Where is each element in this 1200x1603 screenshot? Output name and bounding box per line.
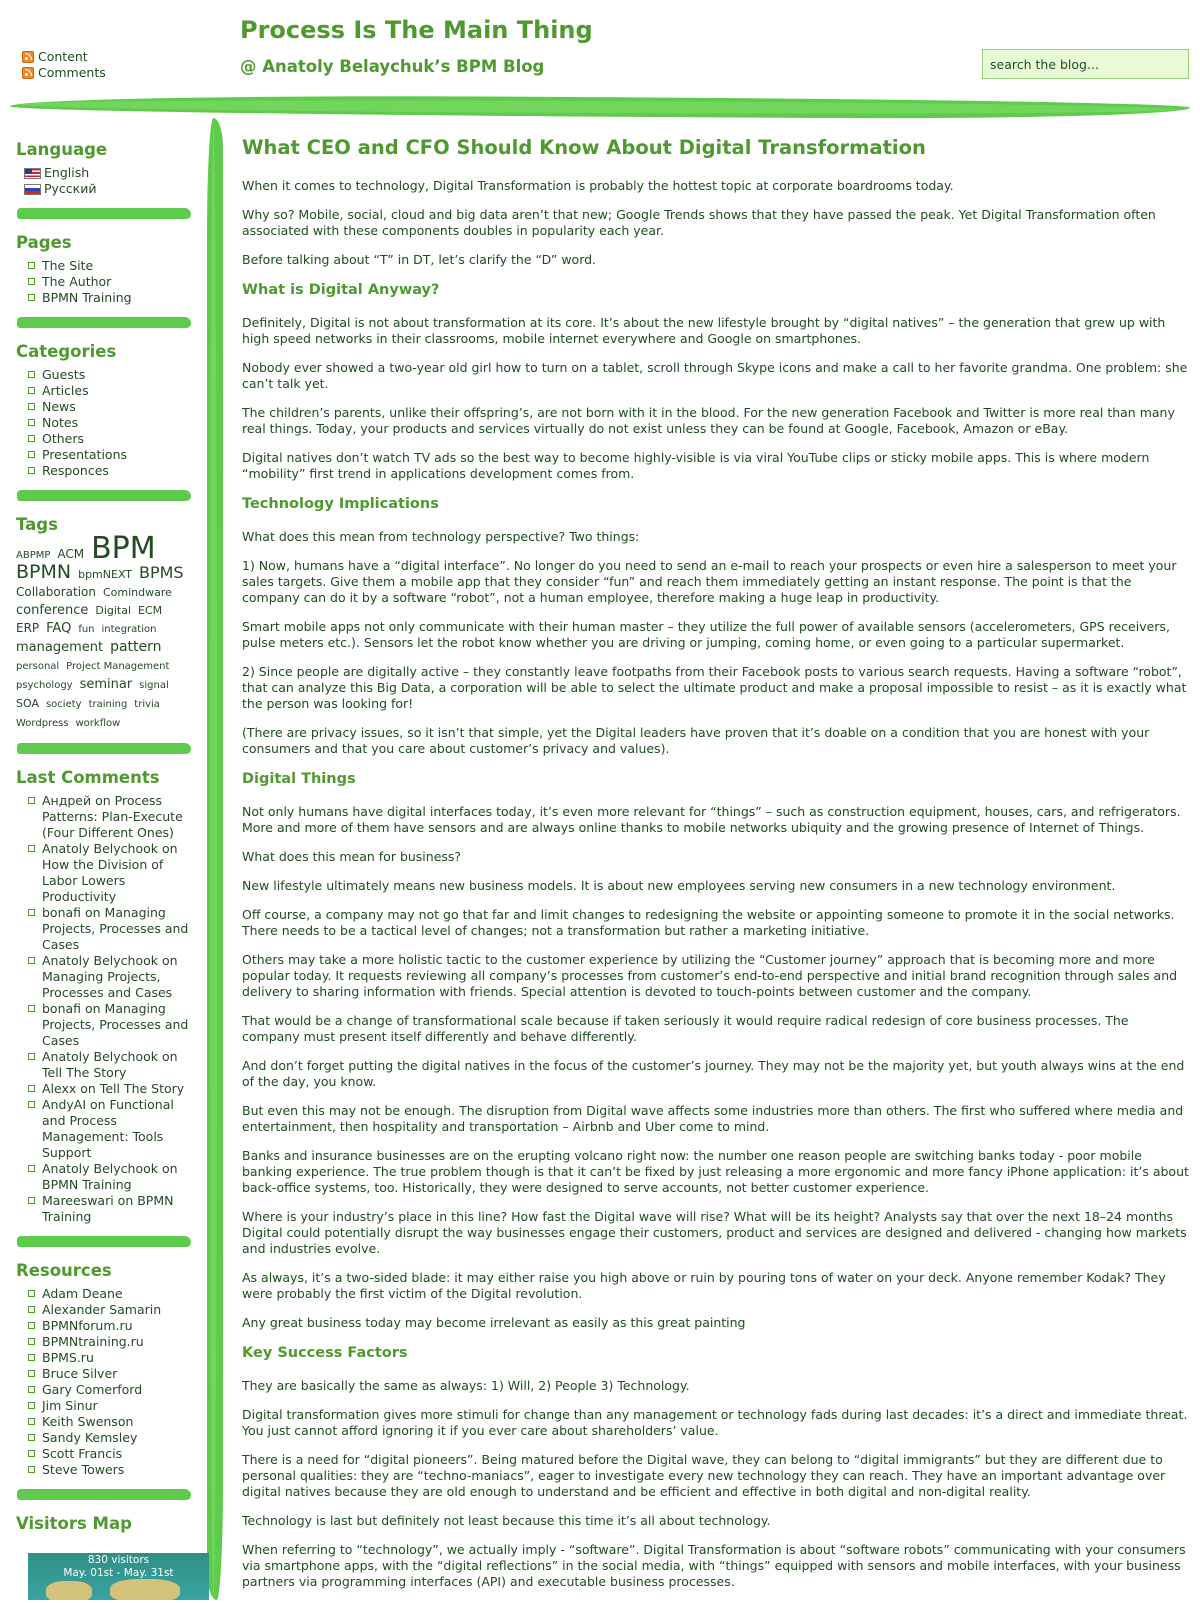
- sidebar-separator: [17, 1489, 191, 1500]
- content-feed-link[interactable]: [22, 49, 106, 65]
- tag-link[interactable]: training: [88, 699, 128, 710]
- category-link[interactable]: Notes: [26, 415, 191, 431]
- comment-link[interactable]: Anatoly Belychook on How the Division of Labor Lowers Productivity: [26, 841, 191, 905]
- comments-feed-link[interactable]: [22, 65, 106, 81]
- paragraph: 2) Since people are digitally active – they constantly leave footpaths from their Facebook posts to various search requests. Having a software “robot”, that can analyze this Big Data, a corporation will be able to select the ultimate product and make a proposal impossible to resist – as it is exactly what the person was looking for!: [242, 664, 1187, 711]
- paragraph: There is a need for “digital pioneers”. Being matured before the Digital wave, they can belong to “digital immigrants” but they are different due to personal qualities: they are “techno-maniacs”, eager to investigate every new technology they can reach. They have an important advantage over digital natives because they are old enough to understand and be efficient and effective in both digital and non-digital reality.: [242, 1452, 1166, 1499]
- resource-link[interactable]: Bruce Silver: [26, 1366, 191, 1382]
- rss-icon: [22, 67, 34, 79]
- language-english[interactable]: [24, 165, 191, 181]
- rss-icon: [22, 51, 34, 63]
- page-link[interactable]: The Author: [26, 274, 191, 290]
- sidebar-separator: [17, 317, 191, 328]
- paragraph: (There are privacy issues, so it isn’t that simple, yet the Digital leaders have proven that it’s doable on a condition that you are honest with your consumers and that you care about customer’s privacy and values).: [242, 725, 1150, 756]
- tag-link[interactable]: trivia: [134, 699, 160, 710]
- section-heading: Digital Things: [242, 771, 356, 787]
- paragraph: The children’s parents, unlike their offspring’s, are not born with it in the blood. For the new generation Facebook and Twitter is more real than many real things. Today, your products and services virtually do not exist unless they can be found at Google, Facebook, Amazon or eBay.: [242, 405, 1175, 436]
- tag-link[interactable]: SOA: [16, 697, 39, 710]
- comment-link[interactable]: Anatoly Belychook on Managing Projects, Processes and Cases: [26, 953, 191, 1001]
- tag-link[interactable]: Digital: [95, 604, 132, 617]
- resource-link[interactable]: Gary Comerford: [26, 1382, 191, 1398]
- paragraph: When referring to “technology”, we actually imply - “software”. Digital Transformation is about “software robots” communicating with your consumers via smartphone apps, with the “digital reflections” in the social media, with “things” equipped with sensors and mobile interfaces, with your business partners via programming interfaces (API) and executable business processes.: [242, 1542, 1186, 1589]
- tag-link[interactable]: Wordpress: [16, 718, 69, 729]
- header-brush-divider: [10, 94, 1190, 119]
- visitors-count: 830 visitors: [87, 1554, 150, 1566]
- category-link[interactable]: Responces: [26, 463, 191, 479]
- paragraph: Others may take a more holistic tactic to the customer experience by utilizing the “Customer journey” approach that is becoming more and more popular today. It requests reviewing all company’s processes from customer’s end-to-end perspective and initial brand recognition through sales and delivery to sharing information with friends. Special attention is devoted to touch-points between customer and the company.: [242, 952, 1178, 999]
- resources-list: [26, 1286, 191, 1478]
- paragraph: Digital transformation gives more stimuli for change than any management or technology fads during last decades: it’s a direct and immediate threat. You just cannot afford ignoring it if you ever care about shareholders’ value.: [242, 1407, 1188, 1438]
- paragraph: That would be a change of transformational scale because if taken seriously it would require radical redesign of core business processes. The company must present itself differently and behave differently.: [242, 1013, 1129, 1044]
- pages-list: [26, 258, 191, 306]
- tag-link[interactable]: ERP: [16, 621, 40, 635]
- category-link[interactable]: News: [26, 399, 191, 415]
- section-heading: Key Success Factors: [242, 1345, 408, 1361]
- sidebar: [16, 140, 191, 1539]
- search-input[interactable]: [982, 49, 1189, 79]
- language-label: English: [44, 165, 90, 180]
- comment-link[interactable]: Anatoly Belychook on Tell The Story: [26, 1049, 191, 1081]
- resource-link[interactable]: Jim Sinur: [26, 1398, 191, 1414]
- sidebar-brush-divider: [207, 118, 223, 1600]
- paragraph: What does this mean for business?: [242, 849, 462, 864]
- tag-link[interactable]: BPM: [91, 531, 156, 566]
- paragraph: New lifestyle ultimately means new business models. It is about new employees serving new consumers in a new technology environment.: [242, 878, 1116, 893]
- language-label: Русский: [44, 181, 97, 196]
- visitors-period: May. 01st - May. 31st: [63, 1567, 174, 1579]
- continent-shape: [46, 1581, 92, 1600]
- paragraph: Why so? Mobile, social, cloud and big data aren’t that new; Google Trends shows that they have passed the peak. Yet Digital Transformation often associated with these components doubles in popularity each year.: [242, 207, 1156, 238]
- category-link[interactable]: Presentations: [26, 447, 191, 463]
- tag-link[interactable]: signal: [139, 680, 169, 691]
- resource-link[interactable]: BPMNforum.ru: [26, 1318, 191, 1334]
- tag-link[interactable]: management: [16, 640, 104, 655]
- paragraph: 1) Now, humans have a “digital interface”. No longer do you need to send an e-mail to reach your prospects or even hire a salesperson to meet your sales targets. Give them a mobile app that they consider “fun” and reach them immediately getting an instant response. The point is that the company can do it by a software “robot”, not a human employee, therefore making a huge leap in productivity.: [242, 558, 1177, 605]
- tag-link[interactable]: seminar: [79, 677, 133, 692]
- feed-links: [22, 49, 106, 81]
- paragraph: As always, it’s a two-sided blade: it may either raise you high above or ruin by pouring tons of water on your deck. Anyone remember Kodak? They were probably the first victim of the Digital revolution.: [242, 1270, 1166, 1301]
- tag-link[interactable]: ECM: [138, 604, 163, 617]
- sidebar-separator: [17, 490, 191, 501]
- tag-link[interactable]: Project Management: [66, 661, 170, 672]
- comment-link[interactable]: bonafi on Managing Projects, Processes and Cases: [26, 1001, 191, 1049]
- tag-link[interactable]: pattern: [110, 639, 162, 655]
- sidebar-separator: [17, 1236, 191, 1247]
- paragraph: Nobody ever showed a two-year old girl how to turn on a tablet, scroll through Skype icons and make a call to her favorite grandma. One problem: she can’t talk yet.: [242, 360, 1188, 391]
- tag-link[interactable]: integration: [101, 624, 157, 635]
- section-heading: Technology Implications: [242, 496, 439, 512]
- comment-link[interactable]: AndyAI on Functional and Process Management: Tools Support: [26, 1097, 191, 1161]
- tag-cloud: [16, 531, 191, 732]
- page-link[interactable]: BPMN Training: [26, 290, 191, 306]
- post-title[interactable]: What CEO and CFO Should Know About Digital Transformation: [242, 136, 926, 159]
- tag-link[interactable]: fun: [78, 624, 95, 635]
- category-link[interactable]: Others: [26, 431, 191, 447]
- russian-flag-icon: [24, 184, 41, 195]
- resource-link[interactable]: BPMS.ru: [26, 1350, 191, 1366]
- tag-link[interactable]: ACM: [57, 547, 85, 561]
- tag-link[interactable]: Collaboration: [16, 585, 96, 599]
- tag-link[interactable]: psychology: [16, 680, 73, 691]
- comment-link[interactable]: bonafi on Managing Projects, Processes and Cases: [26, 905, 191, 953]
- comment-link[interactable]: Mareeswari on BPMN Training: [26, 1193, 191, 1225]
- resource-link[interactable]: Adam Deane: [26, 1286, 191, 1302]
- paragraph: They are basically the same as always: 1) Will, 2) People 3) Technology.: [242, 1378, 690, 1393]
- tag-link[interactable]: conference: [16, 603, 89, 618]
- language-russian[interactable]: [24, 181, 191, 197]
- resource-link[interactable]: Scott Francis: [26, 1446, 191, 1462]
- page-link[interactable]: The Site: [26, 258, 191, 274]
- categories-list: [26, 367, 191, 479]
- sidebar-separator: [17, 743, 191, 754]
- resource-link[interactable]: Keith Swenson: [26, 1414, 191, 1430]
- continent-shape: [110, 1579, 180, 1600]
- tag-link[interactable]: workflow: [75, 718, 121, 729]
- article: [242, 136, 1190, 1603]
- content-feed-label: Content: [38, 49, 88, 64]
- tag-link[interactable]: society: [45, 699, 82, 710]
- tag-link[interactable]: Comindware: [102, 586, 172, 599]
- language-title: Language: [16, 140, 108, 159]
- paragraph: But even this may not be enough. The disruption from Digital wave affects some industries more than others. The first who suffered where media and entertainment, then hospitality and transportation – Airbnb and Uber come to mind.: [242, 1103, 1184, 1134]
- paragraph: Not only humans have digital interfaces today, it’s even more relevant for “things” – such as construction equipment, houses, cars, and refrigerators. More and more of them have sensors and are always online thanks to mobile networks ubiquity and the growing presence of Internet of Things.: [242, 804, 1181, 835]
- categories-title: Categories: [16, 342, 117, 361]
- resources-title: Resources: [16, 1261, 112, 1280]
- last-comments-list: [26, 793, 191, 1225]
- resource-link[interactable]: Sandy Kemsley: [26, 1430, 191, 1446]
- paragraph: Banks and insurance businesses are on the erupting volcano right now: the number one reason people are switching banks today - poor mobile banking experience. The true problem though is that it can’t be fixed by just releasing a more ergonomic and more fancy iPhone application: it’s about back-office systems, too. Historically, they were designed to serve accounts, not better customer experience.: [242, 1148, 1189, 1195]
- tag-link[interactable]: BPMN: [16, 561, 72, 583]
- paragraph: And don’t forget putting the digital natives in the focus of the customer’s journey. They may not be the majority yet, but youth always wins at the end of the day, you know.: [242, 1058, 1185, 1089]
- tag-link[interactable]: bpmNEXT: [78, 568, 133, 581]
- comments-feed-label: Comments: [38, 65, 106, 80]
- category-link[interactable]: Guests: [26, 367, 191, 383]
- tag-link[interactable]: FAQ: [46, 621, 72, 636]
- comment-link[interactable]: Андрей on Process Patterns: Plan-Execute (Four Different Ones): [26, 793, 191, 841]
- resource-link[interactable]: Steve Towers: [26, 1462, 191, 1478]
- paragraph: Off course, a company may not go that far and limit changes to redesigning the website or appointing someone to promote it in the social networks. There needs to be a tactical level of changes; not a transformation but rather a marketing initiative.: [242, 907, 1175, 938]
- comment-link[interactable]: Alexx on Tell The Story: [26, 1081, 191, 1097]
- category-link[interactable]: Articles: [26, 383, 191, 399]
- paragraph: Digital natives don’t watch TV ads so the best way to become highly-visible is via viral YouTube clips or sticky mobile apps. This is where modern “mobility” first trend in applications development comes from.: [242, 450, 1150, 481]
- tags-title: Tags: [16, 515, 58, 534]
- visitors-map-widget[interactable]: [28, 1553, 209, 1600]
- pages-title: Pages: [16, 233, 72, 252]
- paragraph: When it comes to technology, Digital Transformation is probably the hottest topic at corporate boardrooms today.: [242, 178, 954, 193]
- paragraph: Where is your industry’s place in this line? How fast the Digital wave will rise? What will be its height? Analysts say that over the next 18–24 months Digital could potentially disrupt the way businesses engage their customers, product and services are designed and delivered - changing how markets and industries evolve.: [242, 1209, 1187, 1256]
- site-subtitle: @ Anatoly Belaychuk’s BPM Blog: [240, 57, 545, 76]
- article-body: [242, 178, 1190, 1590]
- last-comments-title: Last Comments: [16, 768, 160, 787]
- resource-link[interactable]: Alexander Samarin: [26, 1302, 191, 1318]
- comment-link[interactable]: Anatoly Belychook on BPMN Training: [26, 1161, 191, 1193]
- section-heading: What is Digital Anyway?: [242, 282, 440, 298]
- tag-link[interactable]: personal: [16, 661, 60, 672]
- resource-link[interactable]: BPMNtraining.ru: [26, 1334, 191, 1350]
- paragraph: Before talking about “T” in DT, let’s clarify the “D” word.: [242, 252, 597, 267]
- paragraph: Definitely, Digital is not about transformation at its core. It’s about the new lifestyle brought by “digital natives” – the generation that grew up with high speed networks in their classrooms, mobile internet everywhere and Google on smartphones.: [242, 315, 1166, 346]
- paragraph: What does this mean from technology perspective? Two things:: [242, 529, 640, 544]
- paragraph: Any great business today may become irrelevant as easily as this great painting: [242, 1315, 746, 1330]
- visitors-map-title: Visitors Map: [16, 1514, 132, 1533]
- sidebar-separator: [17, 208, 191, 219]
- paragraph: Technology is last but definitely not least because this time it’s all about technology.: [242, 1513, 771, 1528]
- us-flag-icon: [24, 168, 41, 179]
- tag-link[interactable]: ABPMP: [16, 550, 51, 561]
- site-title[interactable]: Process Is The Main Thing: [240, 16, 593, 44]
- tag-link[interactable]: BPMS: [139, 563, 184, 582]
- paragraph: Smart mobile apps not only communicate with their human master – they utilize the full power of available sensors (accelerometers, GPS receivers, pulse meters etc.). Sensors let the robot know whether you are driving or jumping, coming home, or even going to a particular supermarket.: [242, 619, 1170, 650]
